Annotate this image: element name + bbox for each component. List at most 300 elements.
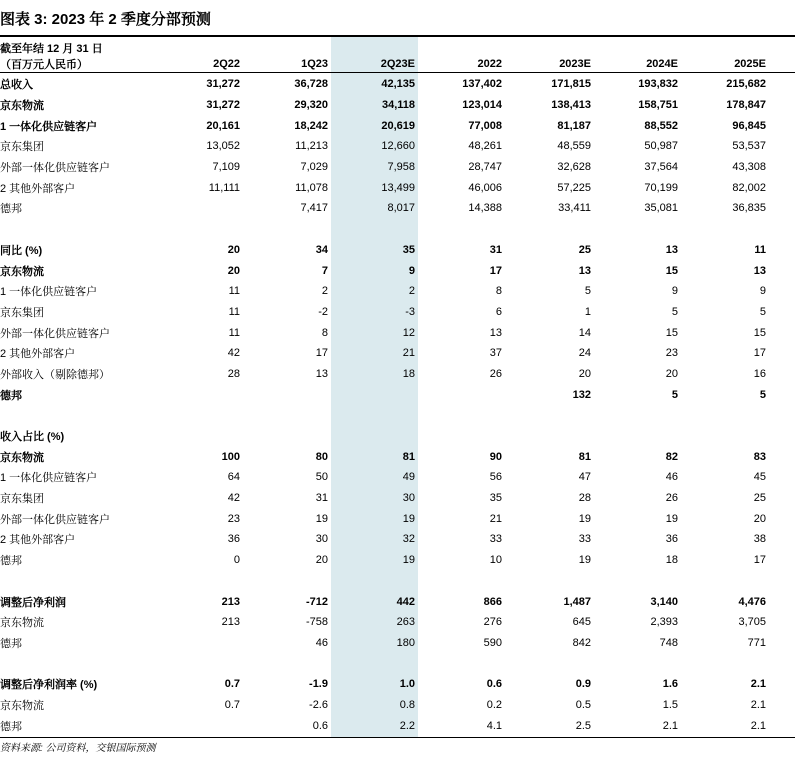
cell-2q23e: 13,499: [381, 181, 415, 194]
cell-2023e: 48,559: [557, 140, 591, 153]
row-label: 收入占比 (%): [0, 431, 65, 444]
cell-2q23e: [328, 384, 415, 405]
row-label: 1 一体化供应链客户: [0, 472, 98, 485]
cell-2q23e: 8,017: [387, 202, 415, 215]
cell-2025e: 215,682: [726, 78, 766, 91]
table-row: [0, 612, 766, 633]
cell-2023e: 57,225: [557, 181, 591, 194]
column-header-2025e: 2025E: [734, 58, 766, 70]
table-row: [0, 571, 766, 592]
cell-2023e: 32,628: [557, 161, 591, 174]
cell-2q22: 11: [228, 326, 240, 339]
row-label: 2 其他外部客户: [0, 534, 76, 547]
cell-2q22: 42: [227, 492, 240, 505]
row-label: 德邦: [0, 555, 22, 568]
cell-2q23e: [328, 405, 415, 426]
cell-2q23e: 442: [396, 595, 415, 608]
cell-2022: 123,014: [462, 99, 502, 112]
cell-2025e: [678, 571, 766, 592]
table-row: [0, 591, 766, 612]
cell-2q22: [158, 633, 240, 654]
cell-2025e: 82,002: [732, 181, 766, 194]
row-label: 京东集团: [0, 493, 44, 506]
cell-2024e: 748: [659, 636, 678, 649]
column-header-2022: 2022: [477, 58, 502, 70]
cell-2023e: [502, 405, 591, 426]
cell-2025e: 3,705: [738, 616, 766, 629]
table-row: [0, 136, 766, 157]
cell-1q23: 50: [315, 471, 328, 484]
cell-2025e: 771: [747, 636, 766, 649]
cell-2022: [415, 384, 502, 405]
cell-2024e: 82: [665, 450, 678, 463]
cell-2023e: 138,413: [551, 99, 591, 112]
cell-2024e: 50,987: [644, 140, 678, 153]
cell-2025e: 36,835: [732, 202, 766, 215]
cell-2q23e: 0.8: [399, 698, 415, 711]
cell-2024e: [591, 426, 678, 447]
cell-1q23: 29,320: [294, 99, 328, 112]
cell-2025e: 4,476: [738, 595, 766, 608]
cell-1q23: -1.9: [309, 678, 328, 691]
cell-1q23: 8: [321, 326, 328, 339]
cell-2022: 46,006: [468, 181, 502, 194]
table-row: [0, 633, 766, 654]
row-label: 调整后净利润率 (%): [0, 679, 98, 692]
table-row: [0, 426, 766, 447]
cell-1q23: 7,417: [300, 202, 328, 215]
row-label: 京东物流: [0, 617, 44, 630]
cell-2023e: 81,187: [557, 119, 591, 132]
cell-2q23e: 30: [402, 492, 415, 505]
cell-2022: 6: [495, 305, 502, 318]
column-header-2q22: 2Q22: [213, 58, 240, 70]
cell-2023e: [502, 426, 591, 447]
cell-2022: 4.1: [486, 719, 502, 732]
cell-2q22: 213: [221, 616, 240, 629]
cell-1q23: [240, 384, 328, 405]
cell-2025e: 20: [753, 512, 766, 525]
cell-2022: 77,008: [468, 119, 502, 132]
cell-2025e: 5: [759, 305, 766, 318]
column-header-2024e: 2024E: [646, 58, 678, 70]
cell-2025e: 96,845: [732, 119, 766, 132]
cell-2022: [415, 426, 502, 447]
cell-2q22: [158, 426, 240, 447]
cell-2025e: 16: [753, 367, 766, 380]
cell-1q23: 19: [315, 512, 328, 525]
cell-2023e: 47: [578, 471, 591, 484]
row-label: [0, 405, 158, 426]
cell-2q22: [158, 653, 240, 674]
row-label: 1 一体化供应链客户: [0, 286, 98, 299]
column-header-1q23: 1Q23: [301, 58, 328, 70]
cell-2q22: 0.7: [224, 678, 240, 691]
header-label-line2: （百万元人民币）: [0, 59, 88, 71]
cell-2025e: 9: [759, 285, 766, 298]
cell-2022: 276: [483, 616, 502, 629]
cell-2022: 31: [489, 243, 502, 256]
cell-2025e: [678, 653, 766, 674]
cell-2025e: 25: [753, 492, 766, 505]
cell-2024e: 1.5: [662, 698, 678, 711]
cell-2025e: 178,847: [726, 99, 766, 112]
cell-2q23e: 18: [402, 367, 415, 380]
cell-2022: 14,388: [468, 202, 502, 215]
cell-2q22: 31,272: [206, 78, 240, 91]
cell-2023e: 13: [578, 264, 591, 277]
row-label: 德邦: [0, 203, 22, 216]
cell-2q23e: 20,619: [381, 119, 415, 132]
cell-1q23: 7: [321, 264, 328, 277]
cell-2025e: 53,537: [732, 140, 766, 153]
cell-2023e: 0.9: [575, 678, 591, 691]
row-label: 外部一体化供应链客户: [0, 162, 110, 175]
row-label: 外部一体化供应链客户: [0, 327, 110, 340]
cell-2024e: [591, 571, 678, 592]
cell-2022: [415, 405, 502, 426]
cell-2023e: 33: [578, 533, 591, 546]
cell-2024e: 37,564: [644, 161, 678, 174]
cell-2023e: 5: [584, 285, 591, 298]
cell-2023e: 24: [578, 347, 591, 360]
cell-2022: 90: [489, 450, 502, 463]
row-label: 同比 (%): [0, 244, 43, 257]
cell-2q22: 31,272: [206, 99, 240, 112]
cell-2q22: 11: [228, 285, 240, 298]
cell-2023e: 19: [578, 554, 591, 567]
cell-2024e: 46: [665, 471, 678, 484]
cell-1q23: 7,029: [300, 161, 328, 174]
cell-2q22: 20: [227, 264, 240, 277]
column-header-2q23e: 2Q23E: [380, 58, 415, 70]
column-header-2023e: 2023E: [559, 58, 591, 70]
row-label: 1 一体化供应链客户: [0, 120, 98, 133]
cell-2q23e: 19: [402, 554, 415, 567]
cell-1q23: [240, 571, 328, 592]
cell-2024e: 19: [665, 512, 678, 525]
row-label: 德邦: [0, 720, 22, 733]
cell-2q23e: 32: [402, 533, 415, 546]
cell-1q23: 36,728: [294, 78, 328, 91]
cell-2q23e: 12,660: [381, 140, 415, 153]
cell-2022: 26: [489, 367, 502, 380]
row-label: [0, 571, 158, 592]
cell-2q22: 7,109: [212, 161, 240, 174]
cell-2024e: [591, 405, 678, 426]
cell-2022: 10: [489, 554, 502, 567]
cell-2025e: 83: [753, 450, 766, 463]
cell-2024e: 193,832: [638, 78, 678, 91]
cell-2024e: 2.1: [662, 719, 678, 732]
cell-1q23: 18,242: [294, 119, 328, 132]
cell-2023e: 33,411: [558, 202, 591, 215]
cell-2q23e: 49: [402, 471, 415, 484]
cell-2q23e: 2: [408, 285, 415, 298]
row-label: 2 其他外部客户: [0, 182, 76, 195]
table-row: [0, 467, 766, 488]
table-row: [0, 322, 766, 343]
cell-1q23: 30: [315, 533, 328, 546]
cell-2023e: 1,487: [563, 595, 591, 608]
table-row: [0, 446, 766, 467]
row-label: 德邦: [0, 389, 22, 402]
cell-2023e: 14: [578, 326, 591, 339]
table-row: [0, 302, 766, 323]
table-row: [0, 198, 766, 219]
cell-2025e: [678, 219, 766, 240]
cell-2023e: 19: [578, 512, 591, 525]
cell-2q23e: [328, 571, 415, 592]
cell-2025e: 11: [754, 243, 766, 256]
row-label: 京东物流: [0, 451, 44, 464]
cell-2024e: 15: [665, 264, 678, 277]
cell-1q23: -758: [305, 616, 328, 629]
cell-2022: 866: [483, 595, 502, 608]
cell-2024e: [591, 653, 678, 674]
table-row: [0, 343, 766, 364]
row-label: 外部收入（剔除德邦）: [0, 368, 110, 381]
cell-2025e: [678, 426, 766, 447]
cell-2022: 21: [489, 512, 502, 525]
cell-2q23e: 263: [396, 616, 415, 629]
cell-1q23: 11,078: [295, 181, 328, 194]
cell-2025e: 17: [753, 554, 766, 567]
cell-1q23: -712: [305, 595, 328, 608]
cell-2022: 48,261: [468, 140, 502, 153]
cell-1q23: 17: [315, 347, 328, 360]
cell-2q23e: 12: [402, 326, 415, 339]
cell-2025e: 13: [753, 264, 766, 277]
cell-2025e: 43,308: [732, 161, 766, 174]
row-label: [0, 219, 158, 240]
cell-2022: 28,747: [468, 161, 502, 174]
table-row: [0, 115, 766, 136]
cell-2022: 590: [483, 636, 502, 649]
cell-2022: [415, 571, 502, 592]
cell-2q22: 100: [221, 450, 240, 463]
cell-2q23e: 42,135: [381, 78, 415, 91]
table-row: [0, 384, 766, 405]
cell-2q23e: 19: [402, 512, 415, 525]
cell-2022: 33: [489, 533, 502, 546]
cell-2022: [415, 219, 502, 240]
cell-2022: 35: [489, 492, 502, 505]
table-row: [0, 674, 766, 695]
cell-2q23e: 7,958: [387, 161, 415, 174]
cell-2025e: 38: [753, 533, 766, 546]
cell-2q23e: 180: [396, 636, 415, 649]
cell-1q23: 31: [315, 492, 328, 505]
cell-1q23: [240, 426, 328, 447]
cell-2023e: 25: [578, 243, 591, 256]
cell-2025e: 2.1: [750, 719, 766, 732]
cell-2q23e: [328, 653, 415, 674]
cell-2023e: 132: [572, 388, 591, 401]
cell-2q22: 11,111: [208, 181, 240, 194]
cell-2023e: 842: [572, 636, 591, 649]
cell-2024e: 70,199: [644, 181, 678, 194]
cell-2023e: 171,815: [551, 78, 591, 91]
cell-2024e: 20: [665, 367, 678, 380]
cell-2024e: 5: [671, 305, 678, 318]
row-label: 外部一体化供应链客户: [0, 513, 110, 526]
table-row: [0, 695, 766, 716]
cell-2q22: 64: [227, 471, 240, 484]
table-row: [0, 508, 766, 529]
row-label: 京东物流: [0, 265, 44, 278]
cell-2022: 0.2: [486, 698, 502, 711]
cell-2022: 13: [489, 326, 502, 339]
cell-2023e: [502, 571, 591, 592]
header-rule: [0, 72, 795, 73]
table-row: [0, 260, 766, 281]
cell-2024e: 36: [665, 533, 678, 546]
cell-2024e: 158,751: [638, 99, 678, 112]
segment-forecast-table: [0, 74, 766, 736]
cell-2q22: 11: [228, 305, 240, 318]
top-rule: [0, 35, 795, 37]
table-row: [0, 281, 766, 302]
cell-2q22: [158, 219, 240, 240]
cell-2024e: 3,140: [650, 595, 678, 608]
cell-2q23e: [328, 426, 415, 447]
cell-2q22: 213: [221, 595, 240, 608]
cell-2025e: 17: [753, 347, 766, 360]
source-note: 资料来源: 公司资料，交银国际预测: [0, 743, 156, 754]
cell-2024e: 15: [665, 326, 678, 339]
cell-2q22: 0: [233, 554, 240, 567]
cell-2024e: 13: [665, 243, 678, 256]
cell-1q23: 46: [315, 636, 328, 649]
cell-1q23: 11,213: [295, 140, 328, 153]
cell-2022: 137,402: [462, 78, 502, 91]
cell-2q23e: 34,118: [381, 99, 415, 112]
cell-2025e: [678, 405, 766, 426]
cell-1q23: 0.6: [312, 719, 328, 732]
cell-2q22: 23: [227, 512, 240, 525]
table-row: [0, 715, 766, 736]
cell-2023e: 0.5: [575, 698, 591, 711]
table-row: [0, 405, 766, 426]
table-row: [0, 177, 766, 198]
cell-1q23: -2.6: [309, 698, 328, 711]
cell-2q23e: -3: [405, 305, 415, 318]
cell-2025e: 5: [759, 388, 766, 401]
cell-1q23: -2: [318, 305, 328, 318]
table-title: 图表 3: 2023 年 2 季度分部预测: [0, 11, 211, 28]
table-row: [0, 364, 766, 385]
cell-2023e: [502, 653, 591, 674]
cell-2022: 0.6: [486, 678, 502, 691]
row-label: [0, 653, 158, 674]
cell-1q23: [240, 219, 328, 240]
cell-2q22: [158, 405, 240, 426]
cell-1q23: 13: [315, 367, 328, 380]
cell-2023e: 81: [578, 450, 591, 463]
table-row: [0, 157, 766, 178]
cell-2025e: 45: [753, 471, 766, 484]
cell-1q23: 34: [315, 243, 328, 256]
cell-2q22: [158, 571, 240, 592]
cell-2023e: 2.5: [575, 719, 591, 732]
row-label: 2 其他外部客户: [0, 348, 76, 361]
cell-2q23e: 1.0: [399, 678, 415, 691]
row-label: 总收入: [0, 79, 33, 92]
cell-2q22: 20,161: [206, 119, 240, 132]
table-row: [0, 529, 766, 550]
cell-2024e: 18: [665, 554, 678, 567]
cell-2024e: [591, 219, 678, 240]
table-row: [0, 653, 766, 674]
cell-2q22: 0.7: [224, 698, 240, 711]
cell-1q23: 20: [315, 554, 328, 567]
table-row: [0, 488, 766, 509]
table-row: [0, 74, 766, 95]
cell-2q23e: 9: [408, 264, 415, 277]
cell-1q23: 2: [321, 285, 328, 298]
cell-1q23: [240, 405, 328, 426]
cell-2025e: 15: [753, 326, 766, 339]
cell-2q22: 28: [227, 367, 240, 380]
cell-2025e: 2.1: [750, 678, 766, 691]
cell-2q22: [158, 715, 240, 736]
cell-2023e: 645: [572, 616, 591, 629]
cell-2q22: 20: [227, 243, 240, 256]
cell-2024e: 2,393: [650, 616, 678, 629]
cell-1q23: 80: [315, 450, 328, 463]
cell-2023e: [502, 219, 591, 240]
table-row: [0, 219, 766, 240]
header-label-line1: 截至年结 12 月 31 日: [0, 43, 103, 55]
table-row: [0, 240, 766, 261]
cell-2023e: 1: [584, 305, 591, 318]
row-label: 京东物流: [0, 699, 44, 712]
row-label: 京东集团: [0, 306, 44, 319]
cell-2q22: 36: [227, 533, 240, 546]
cell-2q22: 13,052: [206, 140, 240, 153]
cell-2022: 17: [489, 264, 502, 277]
cell-2023e: 20: [578, 367, 591, 380]
cell-2024e: 9: [671, 285, 678, 298]
cell-2024e: 35,081: [644, 202, 678, 215]
bottom-rule: [0, 737, 795, 738]
cell-2025e: 2.1: [750, 698, 766, 711]
cell-1q23: [240, 653, 328, 674]
row-label: 德邦: [0, 637, 22, 650]
cell-2q23e: [328, 219, 415, 240]
table-row: [0, 550, 766, 571]
cell-2022: 37: [489, 347, 502, 360]
cell-2024e: 88,552: [644, 119, 678, 132]
cell-2q23e: 35: [402, 243, 415, 256]
cell-2022: [415, 653, 502, 674]
cell-2q23e: 81: [402, 450, 415, 463]
cell-2022: 56: [489, 471, 502, 484]
cell-2q23e: 21: [402, 347, 415, 360]
cell-2q22: [158, 198, 240, 219]
row-label: 京东物流: [0, 100, 44, 113]
table-row: [0, 95, 766, 116]
cell-2024e: 5: [671, 388, 678, 401]
cell-2q22: [158, 384, 240, 405]
row-label: 京东集团: [0, 141, 44, 154]
cell-2023e: 28: [578, 492, 591, 505]
cell-2024e: 1.6: [662, 678, 678, 691]
cell-2024e: 26: [665, 492, 678, 505]
cell-2022: 8: [495, 285, 502, 298]
cell-2q22: 42: [227, 347, 240, 360]
